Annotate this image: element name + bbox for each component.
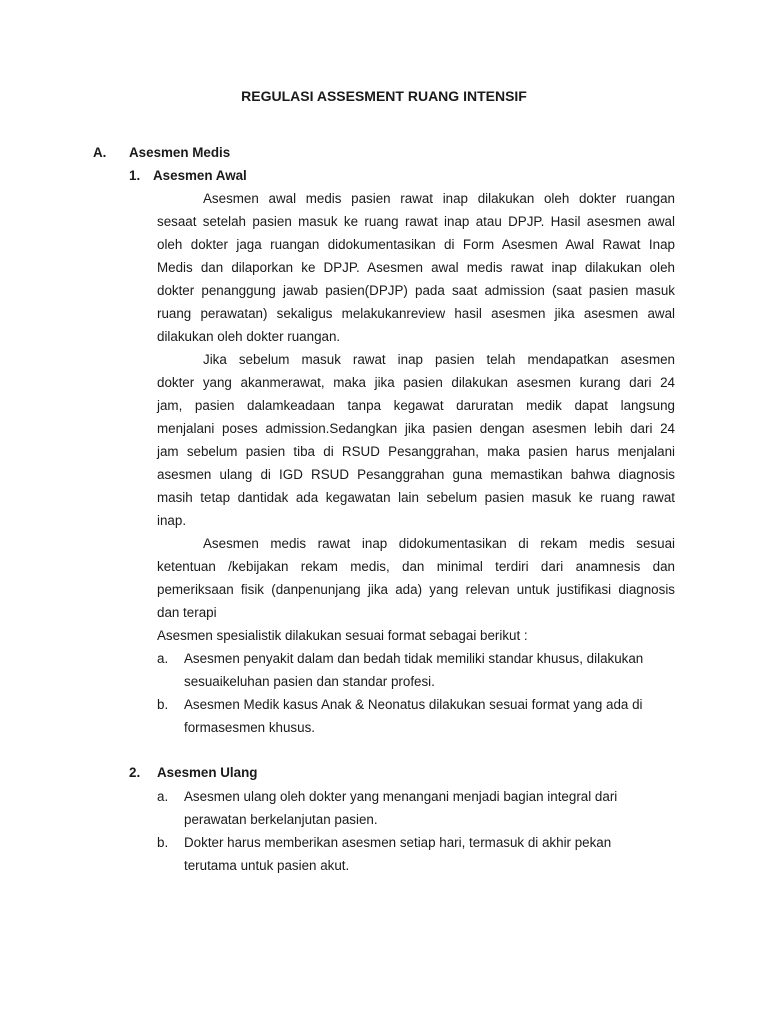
paragraph-line: ruang perawatan) sekaligus melakukanreview hasil asesmen jika asesmen awal bbox=[157, 306, 675, 321]
list-item-line: sesuaikeluhan pasien dan standar profesi. bbox=[184, 674, 435, 689]
list-marker: b. bbox=[157, 835, 169, 850]
list-marker: b. bbox=[157, 697, 169, 712]
item-1-heading: Asesmen Awal bbox=[153, 168, 247, 183]
paragraph-line: ketentuan /kebijakan rekam medis, dan minimal terdiri dari anamnesis dan bbox=[157, 559, 675, 574]
paragraph-line: menjalani poses admission.Sedangkan jika pasien dengan asesmen lebih dari 24 bbox=[157, 421, 675, 436]
paragraph-line: inap. bbox=[157, 513, 187, 528]
paragraph-line: Jika sebelum masuk rawat inap pasien telah mendapatkan asesmen bbox=[203, 352, 675, 367]
section-a-marker: A. bbox=[93, 145, 107, 160]
list-item-line: terutama untuk pasien akut. bbox=[184, 858, 350, 873]
paragraph-line: dokter yang akanmerawat, maka jika pasien dilakukan asesmen kurang dari 24 bbox=[157, 375, 675, 390]
paragraph-line: dilakukan oleh dokter ruangan. bbox=[157, 329, 341, 344]
list-item-line: Asesmen penyakit dalam dan bedah tidak memiliki standar khusus, dilakukan bbox=[184, 651, 644, 666]
list-item-line: Asesmen Medik kasus Anak & Neonatus dilakukan sesuai format yang ada di bbox=[184, 697, 643, 712]
paragraph-line: jam sebelum pasien tiba di RSUD Pesanggrahan, maka pasien harus menjalani bbox=[157, 444, 675, 459]
paragraph-line: Asesmen medis rawat inap didokumentasikan di rekam medis sesuai bbox=[203, 536, 675, 551]
list-item-line: Asesmen ulang oleh dokter yang menangani menjadi bagian integral dari bbox=[184, 789, 618, 804]
paragraph-line: dokter penanggung jawab pasien(DPJP) pada saat admission (saat pasien masuk bbox=[157, 283, 675, 298]
paragraph-line: asesmen ulang di IGD RSUD Pesanggrahan guna memastikan bahwa diagnosis bbox=[157, 467, 675, 482]
paragraph-line: pemeriksaan fisik (danpenunjang jika ada) yang relevan untuk justifikasi diagnosis bbox=[157, 582, 675, 597]
paragraph-line: dan terapi bbox=[157, 605, 217, 620]
paragraph-line: Asesmen awal medis pasien rawat inap dilakukan oleh dokter ruangan bbox=[203, 191, 675, 206]
paragraph-line: jam, pasien dalamkeadaan tanpa kegawat daruratan medik dapat langsung bbox=[157, 398, 675, 413]
paragraph-line: Medis dan dilaporkan ke DPJP. Asesmen awal medis rawat inap dilakukan oleh bbox=[157, 260, 675, 275]
document-title: REGULASI ASSESMENT RUANG INTENSIF bbox=[241, 88, 527, 104]
item-2-heading: Asesmen Ulang bbox=[157, 765, 258, 780]
paragraph-line: masih tetap dantidak ada kegawatan lain sebelum pasien masuk ke ruang rawat bbox=[157, 490, 675, 505]
list-marker: a. bbox=[157, 789, 169, 804]
item-2-marker: 2. bbox=[129, 765, 141, 780]
paragraph-line: oleh dokter jaga ruangan didokumentasikan di Form Asesmen Awal Rawat Inap bbox=[157, 237, 675, 252]
list-item-line: Dokter harus memberikan asesmen setiap hari, termasuk di akhir pekan bbox=[184, 835, 612, 850]
list-item-line: formasesmen khusus. bbox=[184, 720, 315, 735]
item-1-marker: 1. bbox=[129, 168, 141, 183]
paragraph-line: sesaat setelah pasien masuk ke ruang rawat inap atau DPJP. Hasil asesmen awal bbox=[157, 214, 675, 229]
section-a-heading: Asesmen Medis bbox=[129, 145, 231, 160]
paragraph-4: Asesmen spesialistik dilakukan sesuai format sebagai berikut : bbox=[157, 628, 528, 643]
list-item-line: perawatan berkelanjutan pasien. bbox=[184, 812, 378, 827]
list-marker: a. bbox=[157, 651, 169, 666]
